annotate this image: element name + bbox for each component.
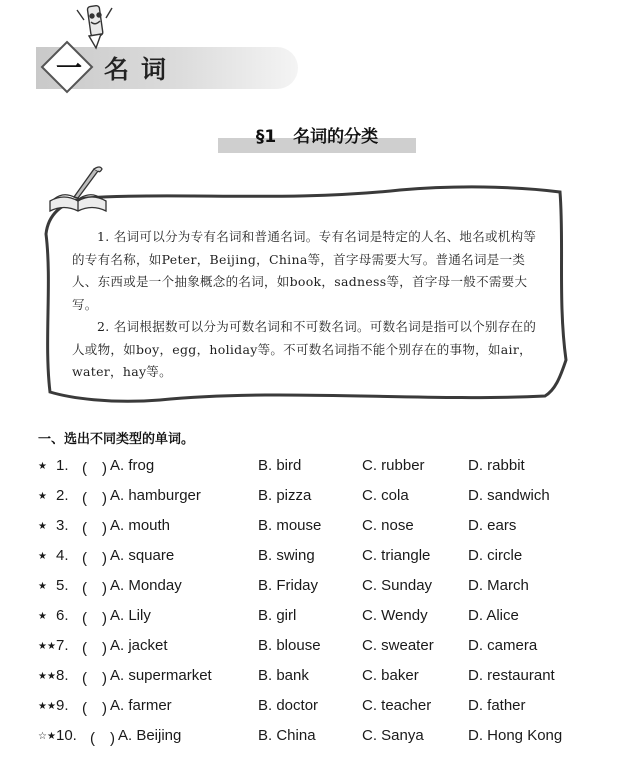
option-d: D. camera [468,637,538,654]
difficulty-star-icon: ★ [38,581,47,592]
section-title: §1 名词的分类 [255,127,379,147]
option-d: D. circle [468,547,523,564]
question-number: 3. [56,517,69,534]
question-row [38,602,618,632]
difficulty-star-icon: ★ [38,461,47,472]
option-c: C. rubber [362,457,425,474]
open-book-quill-icon [44,163,112,217]
option-b: B. doctor [258,697,319,714]
exercise-heading: 一、选出不同类型的单词。 [38,432,195,447]
question-row [38,452,618,482]
answer-blank[interactable]: ( ) [82,700,107,717]
question-number: 8. [56,667,69,684]
option-b: B. swing [258,547,315,564]
answer-blank[interactable]: ( ) [82,580,107,597]
option-b: B. girl [258,607,297,624]
difficulty-star-icon: ★ [38,521,47,532]
question-row [38,632,618,662]
option-a: A. jacket [110,637,168,654]
option-a: A. hamburger [110,487,201,504]
question-row [38,482,618,512]
question-number: 6. [56,607,69,624]
option-a: A. square [110,547,175,564]
difficulty-star-icon: ★ [38,551,47,562]
answer-blank[interactable]: ( ) [82,520,107,537]
option-d: D. rabbit [468,457,525,474]
option-a: A. Monday [110,577,182,594]
difficulty-star-icon: ★★ [38,671,56,682]
answer-blank[interactable]: ( ) [82,490,107,507]
option-b: B. bank [258,667,309,684]
option-b: B. pizza [258,487,312,504]
question-number: 1. [56,457,69,474]
option-c: C. teacher [362,697,432,714]
option-b: B. Friday [258,577,319,594]
option-c: C. baker [362,667,419,684]
option-d: D. father [468,697,526,714]
option-d: D. sandwich [468,487,550,504]
note-paragraph: 1. 名词可以分为专有名词和普通名词。专有名词是特定的人名、地名或机构等的专有名称，如Peter，Beijing，China等，首字母需要大写。普通名词是一类人、东西或是一个抽象概念的名词，如book，sadness等，首字母一般不需要大写。 [72,229,537,312]
question-number: 5. [56,577,69,594]
option-b: B. China [258,727,316,744]
option-a: A. frog [110,457,155,474]
difficulty-star-icon: ☆★ [38,731,56,742]
option-c: C. nose [362,517,414,534]
question-row [38,572,618,602]
pencil-mascot-icon [74,0,114,58]
chapter-number: 一 [56,54,83,84]
question-row [38,722,618,752]
option-a: A. mouth [110,517,171,534]
option-d: D. ears [468,517,517,534]
question-number: 2. [56,487,69,504]
answer-blank[interactable]: ( ) [82,460,107,477]
answer-blank[interactable]: ( ) [82,550,107,567]
question-row [38,512,618,542]
difficulty-star-icon: ★ [38,491,47,502]
option-c: C. sweater [362,637,434,654]
option-d: D. Hong Kong [468,727,563,744]
question-row [38,692,618,722]
answer-blank[interactable]: ( ) [82,640,107,657]
option-c: C. cola [362,487,409,504]
note-paragraph: 2. 名词根据数可以分为可数名词和不可数名词。可数名词是指可以个别存在的人或物，如boy，egg，holiday等。不可数名词指不能个别存在的事物，如air，water，hay等。 [72,319,537,379]
option-a: A. farmer [110,697,172,714]
question-row [38,542,618,572]
option-c: C. triangle [362,547,431,564]
option-a: A. supermarket [110,667,212,684]
option-b: B. blouse [258,637,321,654]
question-number: 7. [56,637,69,654]
answer-blank[interactable]: ( ) [90,730,115,747]
question-number: 9. [56,697,69,714]
option-d: D. Alice [468,607,519,624]
question-number: 4. [56,547,69,564]
question-number: 10. [56,727,77,744]
answer-blank[interactable]: ( ) [82,670,107,687]
option-c: C. Sanya [362,727,424,744]
difficulty-star-icon: ★★ [38,701,56,712]
chapter-title: 名词 [104,55,179,84]
option-b: B. bird [258,457,302,474]
question-list [38,452,618,752]
difficulty-star-icon: ★ [38,611,47,622]
option-d: D. March [468,577,529,594]
option-c: C. Wendy [362,607,428,624]
option-c: C. Sunday [362,577,433,594]
option-a: A. Lily [110,607,151,624]
note-text [72,226,548,384]
answer-blank[interactable]: ( ) [82,610,107,627]
question-row [38,662,618,692]
option-b: B. mouse [258,517,322,534]
option-d: D. restaurant [468,667,555,684]
option-a: A. Beijing [118,727,182,744]
difficulty-star-icon: ★★ [38,641,56,652]
